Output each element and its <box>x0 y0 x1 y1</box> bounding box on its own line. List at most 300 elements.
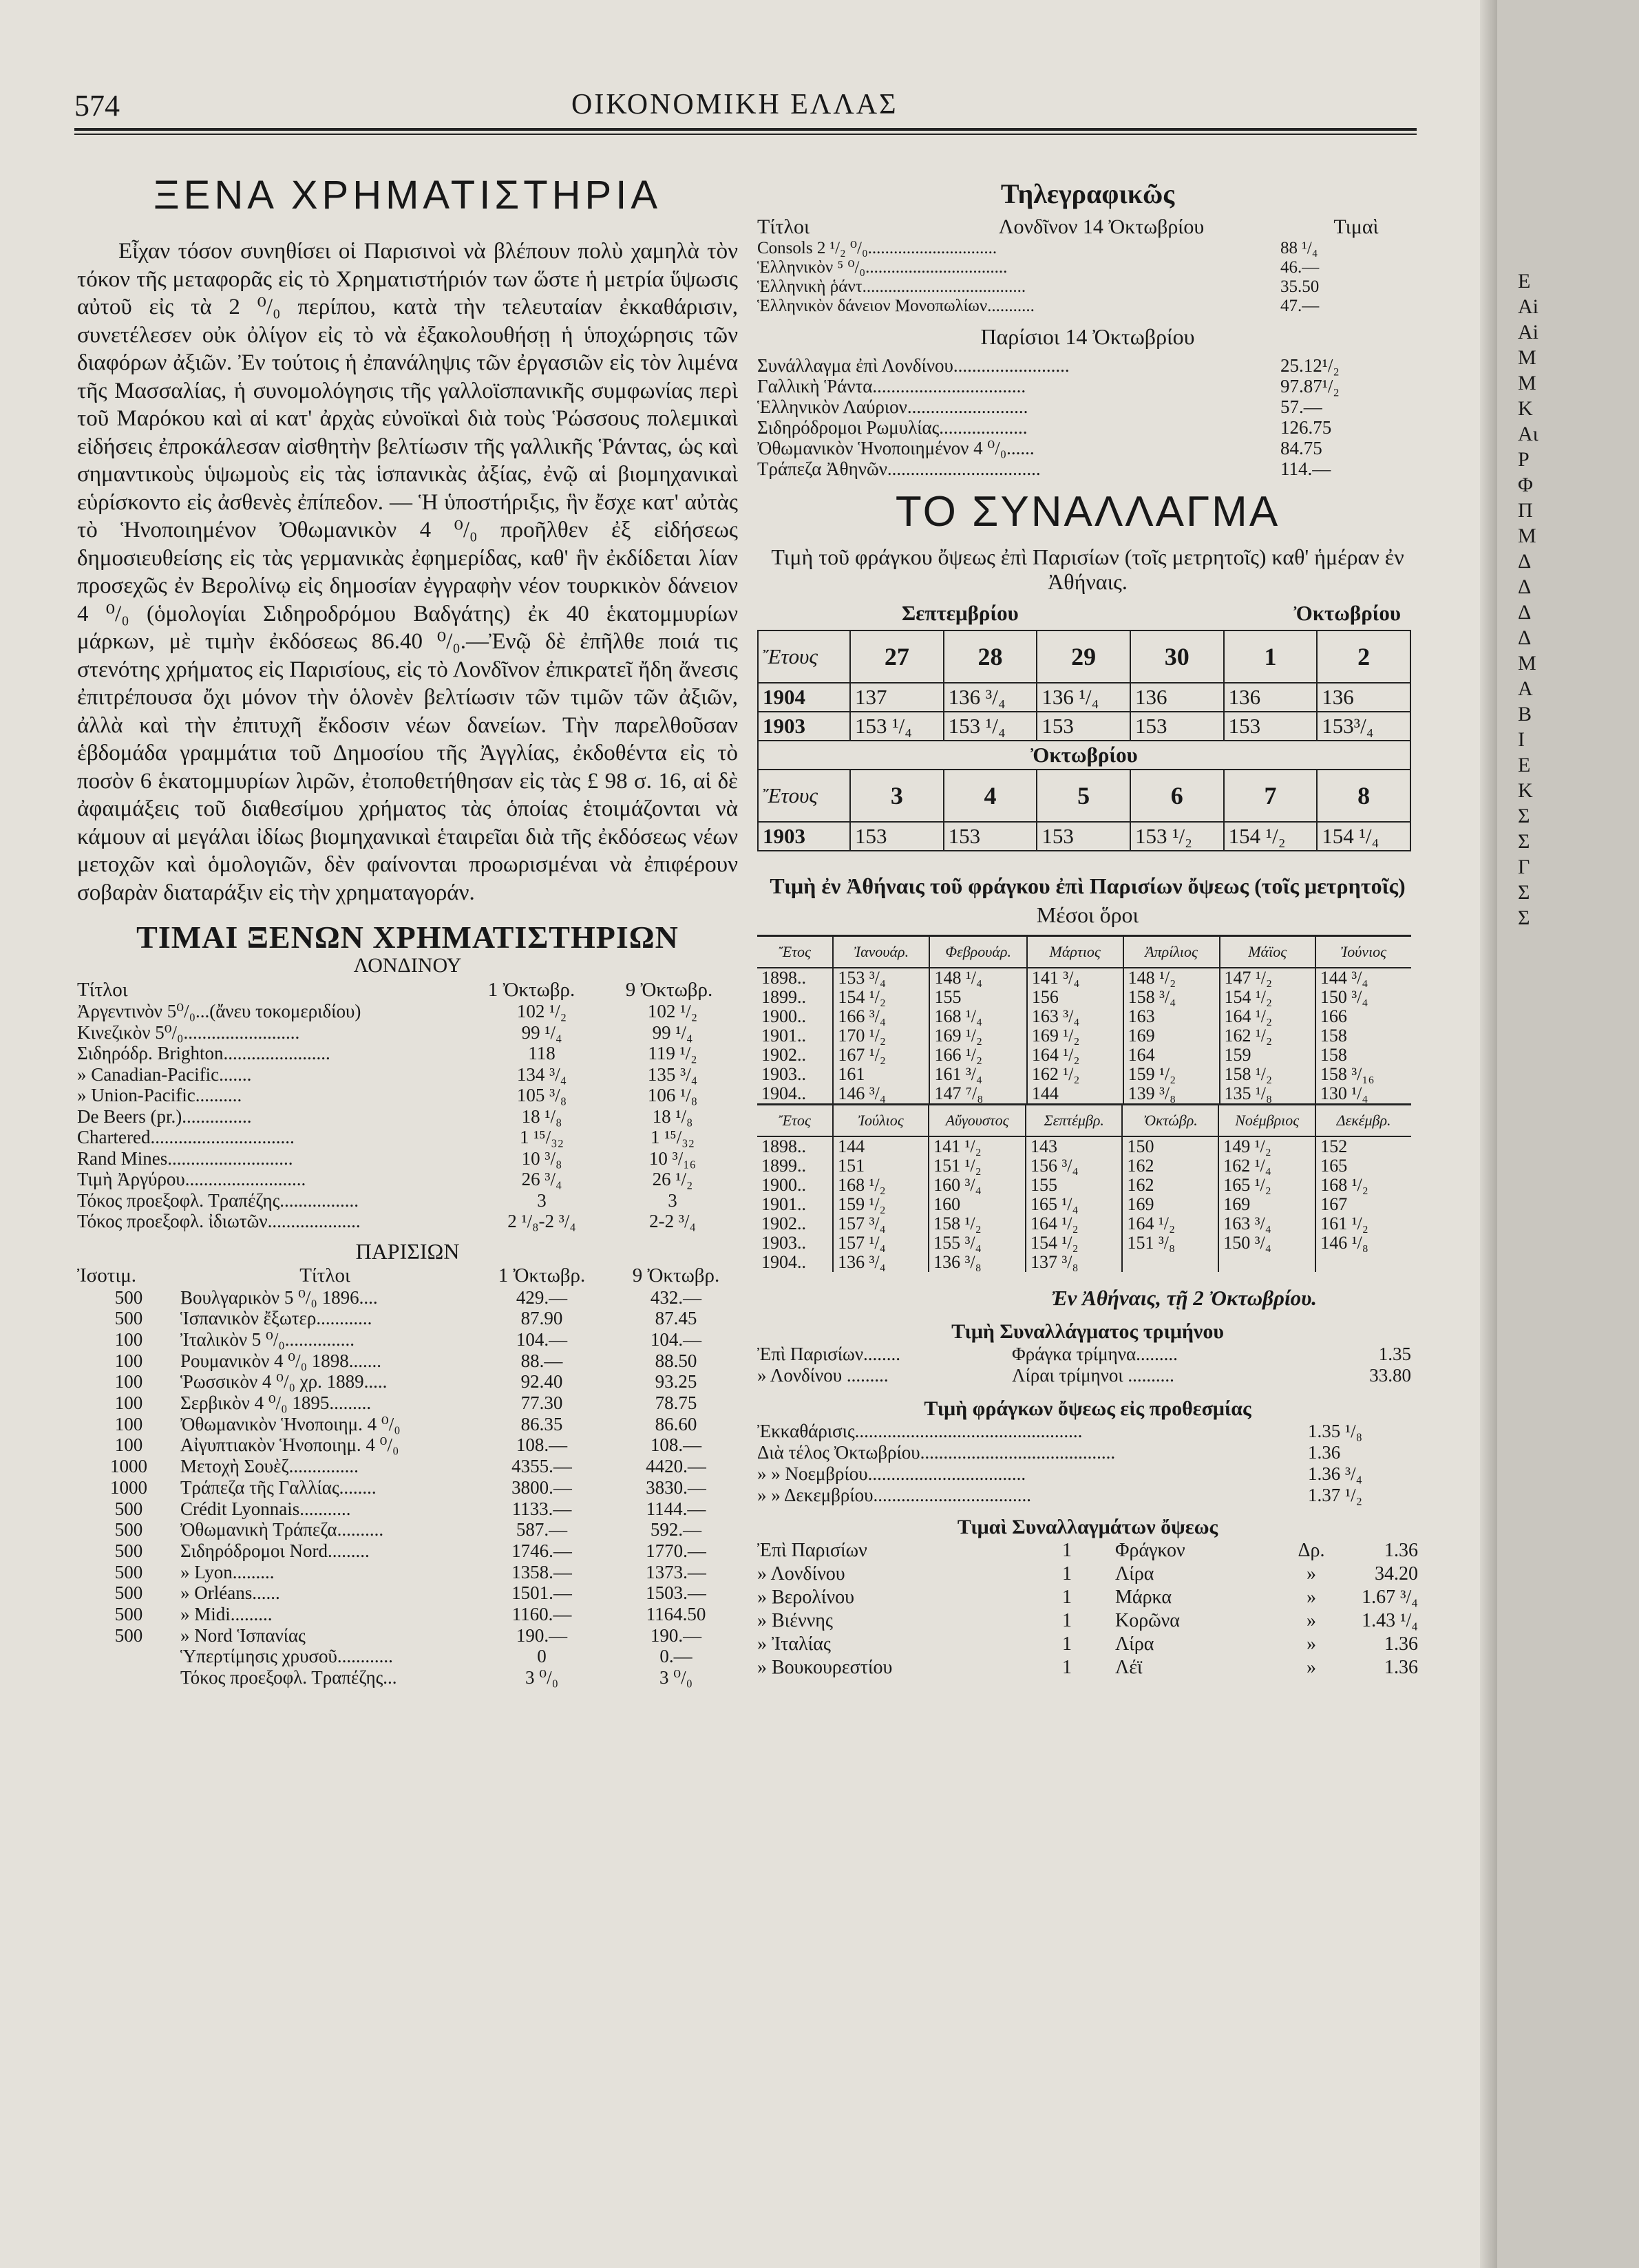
year-cell: 1904.. <box>761 1083 806 1103</box>
term-table <box>757 1421 1418 1506</box>
month-value-cell: 162 ¹/₂ <box>1220 1026 1315 1046</box>
month-value-cell: 166 ¹/₂ <box>929 1046 1026 1065</box>
paris-tel-cell: 84.75 <box>1280 438 1322 458</box>
month-value-cell: 170 ¹/₂ <box>833 1026 929 1046</box>
month-value-cell: 149 ¹/₂ <box>1218 1136 1315 1156</box>
paris-row <box>77 1625 738 1646</box>
month-value-cell: 139 ³/₈ <box>1123 1084 1220 1103</box>
monthly-row <box>757 1176 1411 1195</box>
month-header-cell: Μάρτιος <box>1027 936 1123 968</box>
term-row <box>757 1485 1418 1506</box>
rate-cell: 154 ¹/₂ <box>1224 822 1318 851</box>
paris-cell: 3830.— <box>646 1476 706 1498</box>
page-number: 574 <box>74 89 120 123</box>
edge-fragment: Μ <box>1518 372 1536 394</box>
year-cell: 1903.. <box>761 1064 806 1084</box>
london-cell: 2 ¹/₈-2 ³/₄ <box>507 1211 576 1231</box>
month-value-cell: 160 ³/₄ <box>929 1176 1026 1195</box>
year-cell: 1904.. <box>761 1252 806 1272</box>
article-body: Εἶχαν τόσον συνηθίσει οἱ Παρισινοὶ νὰ βλέπουν πολὺ χαμηλὰ τὸν τόκον τῆς μεταφορᾶς εἰς τὸ Χρηματιστήριόν των ὥστε ἡ μετρία ὕψωσις αὐτοῦ εἰς τὰ 2 ⁰/₀ περίπου, κατὰ τὴν τελευταίαν ἐκκαθάρισιν, συνετέλεσεν οὐκ ὀλίγον εἰς τὸ νὰ ἐξακολουθήσῃ ἡ ὑποχώρησις τῶν διαφόρων ἀξιῶν. Ἐν τούτοις ἡ ἐπανάληψις τῶν ἐργασιῶν εἰς τὸν λιμένα τῆς Μασσαλίας, ἡ συνομολόγησις τῆς γαλλοϊσπανικῆς συμφωνίας περὶ τοῦ Μαρόκου καὶ αἱ κατ' ἀρχὰς εὐνοϊκαὶ διὰ τοὺς Ῥώσσους πολεμικαὶ εἰδήσεις ἐπροκάλεσαν αἰσθητὴν βελτίωσιν τῆς γαλλικῆς Ῥάντας, ὡς καὶ σημαντικοὺς ὑψωμοὺς εἰς τὰς ἱσπανικὰς ἀξίας, ἐνῷ αἱ βιομηχανικαὶ εὑρίσκοντο εἰς ἀσθενὲς ἐπίπεδον. — Ἡ ὑποστήριξις, ἣν ἔσχε κατ' αὐτὰς τὸ Ἡνοποιημένον Ὀθωμανικὸν 4 ⁰/₀ προῆλθεν ἐξ εἰδήσεως δημοσιευθείσης εἰς τὰς γερμανικὰς ἐφημερίδας, καθ' ἣν ἐκδίδεται λίαν προσεχῶς ἐν Βερολίνῳ εἰς δημοσίαν ἐγγραφὴν νέον τουρκικὸν δάνειον 4 ⁰/₀ (ὁμολογίαι Σιδηροδρόμου Βαδγάτης) ἐκ 40 ἑκατομμυρίων μάρκων, μὲ τιμὴν ἐκδόσεως 86.40 ⁰/₀.—Ἐνῷ δὲ ἐπῆλθε ποιά τις στενότης χρήματος εἰς Παρισίους, εἰς τὸ Λονδῖνον ἐπικρατεῖ ἤδη ἄνεσις ἐπιτρέπουσα ὄχι μόνον τὴν ὁλονὲν βελτίωσιν τῶν τιμῶν τῶν ἀξιῶν, ἀλλὰ καὶ τὴν ἐπιτυχῆ ἔκδοσιν νέων δανείων. Τὴν παρελθοῦσαν ἑβδομάδα γραμμάτια τοῦ Δημοσίου τῆς Ἀγγλίας, ἐκδοθέντα εἰς τὸ ποσὸν 6 ἑκατομμυρίων λιρῶν, ἐτοποθετήθησαν εἰς τὰς £ 98 σ. 16, αἱ δὲ ἀφαιμάξεις τοῦ διαθεσίμου χρήματος τὰς ὁποίας ἑτοιμάζονται νὰ κάμουν αἱ μεγάλαι ἰδίως βιομηχανικαὶ ἑταιρεῖαι διὰ τῆς ἐκδόσεως νέων μετοχῶν καὶ ὁμολογιῶν, δὲν φαίνονται προωρισμέναι νὰ ἐπιφέρουν σοβαρὰν διαταράξιν εἰς τὴν χρηματαγοράν. <box>77 239 738 905</box>
rate-cell: 136 <box>1224 683 1318 712</box>
london-head-cell: Τίτλοι <box>77 979 128 1001</box>
monthly-row <box>757 968 1411 988</box>
paris-tel-cell: Ὀθωμανικὸν Ἡνοποιημένον 4 ⁰/₀...... <box>757 438 1035 458</box>
sight-cell: 1 <box>1062 1633 1072 1655</box>
edge-fragment: Ai <box>1518 295 1538 318</box>
paris-cell: Σιδηρόδρομοι Nord......... <box>180 1540 370 1561</box>
paris-cell: 3 ⁰/₀ <box>659 1667 692 1688</box>
paris-tel-row <box>757 376 1418 396</box>
year-cell: 1903 <box>758 822 850 851</box>
month-value-cell: 158 ¹/₂ <box>1220 1065 1315 1084</box>
paris-row <box>77 1371 738 1392</box>
year-cell: 1899.. <box>761 1156 806 1176</box>
paris-cell: 77.30 <box>520 1392 563 1414</box>
sight-cell: » Ἰταλίας <box>757 1633 831 1655</box>
edge-fragment: Α <box>1518 677 1533 700</box>
month-value-cell: 154 ¹/₂ <box>1026 1233 1122 1253</box>
paris-cell: 86.60 <box>655 1413 697 1434</box>
paris-cell: 87.90 <box>520 1308 563 1329</box>
month-value-cell: 164 <box>1123 1046 1220 1065</box>
paris-tel-cell: 57.— <box>1280 396 1322 417</box>
london-row <box>77 1106 738 1127</box>
paris-cell: 592.— <box>650 1519 702 1540</box>
term-row <box>757 1421 1418 1442</box>
day-cell: 7 <box>1224 770 1318 822</box>
exchange-title: ΤΟ ΣΥΝΑΛΛΑΓΜΑ <box>895 488 1280 536</box>
daily-row <box>758 712 1410 741</box>
paris-cell: Μετοχὴ Σουὲζ............... <box>180 1456 359 1477</box>
london-cell: Κινεζικὸν 5⁰/₀......................... <box>77 1021 300 1043</box>
daily-row <box>758 822 1410 851</box>
month-value-cell: 165 ¹/₂ <box>1218 1176 1315 1195</box>
sight-cell: 1.67 ³/₄ <box>1362 1587 1418 1608</box>
paris-cell: Τόκος προεξοφλ. Τραπέζης... <box>180 1667 397 1688</box>
paris-cell <box>77 1667 180 1688</box>
paris-cell: 500 <box>114 1498 143 1519</box>
paris-cell: 500 <box>114 1582 143 1604</box>
edge-fragment: Δ <box>1518 575 1532 598</box>
monthly-row <box>757 1156 1411 1176</box>
month-value-cell: 158 ³/₁₆ <box>1315 1065 1411 1084</box>
paris-row <box>77 1350 738 1372</box>
paris-cell: 93.25 <box>655 1371 697 1392</box>
sight-cell: » <box>1307 1587 1316 1608</box>
month-value-cell: 161 ³/₄ <box>929 1065 1026 1084</box>
paris-cell: 100 <box>114 1434 143 1456</box>
london-title: ΛΟΝΔΙΝΟΥ <box>353 954 462 977</box>
month-value-cell: 141 ¹/₂ <box>929 1136 1026 1156</box>
paris-head-cell: Ἰσοτιμ. <box>77 1264 137 1286</box>
day-cell: 8 <box>1317 770 1410 822</box>
month-value-cell: 146 ¹/₈ <box>1315 1233 1411 1253</box>
paris-cell: 100 <box>114 1328 143 1350</box>
three-month-cell: Ἐπὶ Παρισίων........ <box>757 1344 901 1364</box>
month-value-cell: 158 ¹/₂ <box>929 1214 1026 1233</box>
month-value-cell: 157 ¹/₄ <box>833 1233 929 1253</box>
telegraph-title: Τηλεγραφικῶς <box>1000 178 1175 209</box>
monthly-row <box>757 1214 1411 1233</box>
paris-cell: 500 <box>114 1561 143 1582</box>
paris-cell: 500 <box>114 1519 143 1540</box>
paris-cell <box>77 1646 180 1667</box>
sight-cell: Λέϊ <box>1115 1657 1143 1678</box>
paris-tel-cell: Τράπεζα Ἀθηνῶν................................. <box>757 458 1041 479</box>
term-cell: 1.36 ³/₄ <box>1308 1463 1363 1484</box>
year-cell: 1901.. <box>761 1026 806 1046</box>
sight-cell: 1.36 <box>1384 1540 1418 1561</box>
paris-tel-row <box>757 396 1418 417</box>
month-value-cell: 156 ³/₄ <box>1026 1156 1122 1176</box>
sight-cell: Κορῶνα <box>1115 1610 1180 1631</box>
london-tel-row <box>757 258 1418 277</box>
three-month-cell: Φράγκα τρίμηνα......... <box>1012 1344 1178 1364</box>
paris-cell: Crédit Lyonnais........... <box>180 1498 351 1519</box>
london-row <box>77 1043 738 1064</box>
month-value-cell: 166 <box>1315 1007 1411 1026</box>
london-cell: 99 ¹/₄ <box>521 1021 562 1043</box>
month-value-cell: 164 ¹/₂ <box>1026 1214 1122 1233</box>
paris-cell: » Nord Ἱσπανίας <box>180 1624 306 1646</box>
month-value-cell: 143 <box>1026 1136 1122 1156</box>
paris-cell: » Midi......... <box>180 1604 273 1625</box>
term-cell: » » Νοεμβρίου.................................. <box>757 1463 1026 1484</box>
paris-cell: Ῥωσσικὸν 4 ⁰/₀ χρ. 1889..... <box>180 1371 388 1392</box>
month-value-cell: 162 <box>1122 1176 1218 1195</box>
sight-cell: 1.36 <box>1384 1633 1418 1655</box>
sight-cell: » <box>1307 1657 1316 1678</box>
london-cell: Τόκος προεξοφλ. ἰδιωτῶν.................... <box>77 1211 361 1231</box>
day-cell: 3 <box>850 770 944 822</box>
month-header-cell: Ἔτος <box>757 1105 833 1137</box>
rate-cell: 153 <box>1037 712 1130 741</box>
right-column <box>757 178 1418 1679</box>
term-cell: » » Δεκεμβρίου.................................. <box>757 1485 1031 1505</box>
paris-cell: Ἰταλικὸν 5 ⁰/₀............... <box>180 1328 355 1350</box>
month-value-cell: 146 ³/₄ <box>833 1084 929 1103</box>
day-cell: 30 <box>1130 630 1224 683</box>
sight-row <box>757 1586 1418 1609</box>
london-cell: Chartered............................... <box>77 1127 295 1147</box>
london-cell: 10 ³/₁₆ <box>648 1147 697 1169</box>
paris-cell: 1358.— <box>511 1561 572 1582</box>
edge-fragment: Σ <box>1518 881 1530 904</box>
sight-cell: » Βερολίνου <box>757 1587 855 1608</box>
year-cell: 1903 <box>758 712 850 741</box>
header-rule <box>74 128 1417 131</box>
london-head-row <box>77 979 738 1001</box>
rate-cell: 153 ¹/₂ <box>1130 822 1224 851</box>
london-cell: Ἀργεντινὸν 5⁰/₀...(ἄνευ τοκομεριδίου) <box>77 1001 361 1021</box>
london-cell: » Union-Pacific.......... <box>77 1085 242 1105</box>
rate-cell: 137 <box>850 683 944 712</box>
london-tel-cell: Ἑλληνικὸν δάνειον Μονοπωλίων........... <box>757 297 1035 315</box>
day-cell: 4 <box>944 770 1037 822</box>
paris-row <box>77 1434 738 1456</box>
term-row <box>757 1442 1418 1463</box>
london-row <box>77 1001 738 1022</box>
sight-cell: Λίρα <box>1115 1563 1154 1585</box>
month-value-cell: 147 ¹/₂ <box>1220 968 1315 988</box>
monthly-row <box>757 1195 1411 1214</box>
monthly-title: Τιμὴ ἐν Ἀθήναις τοῦ φράγκου ἐπὶ Παρισίων ὄψεως (τοῖς μετρητοῖς) <box>770 873 1406 898</box>
london-row <box>77 1022 738 1043</box>
paris-cell: 1503.— <box>646 1582 706 1604</box>
london-tel-cell: Ἑλληνικὴ ῥάντ...................................... <box>757 277 1026 296</box>
london-cell: 18 ¹/₈ <box>521 1105 562 1127</box>
london-tel-head-cell: Τίτλοι <box>757 215 810 238</box>
day-cell: 5 <box>1037 770 1130 822</box>
month-value-cell: 150 ³/₄ <box>1315 988 1411 1007</box>
paris-cell: 1160.— <box>511 1604 572 1625</box>
paris-row <box>77 1582 738 1604</box>
london-cell: De Beers (pr.)............... <box>77 1105 252 1127</box>
rate-cell: 153 ¹/₄ <box>944 712 1037 741</box>
term-cell: Διὰ τέλος Ὀκτωβρίου.......................................... <box>757 1442 1116 1463</box>
london-row <box>77 1148 738 1169</box>
month-value-cell: 162 <box>1122 1156 1218 1176</box>
paris-cell: 104.— <box>516 1328 568 1350</box>
year-cell: 1901.. <box>761 1194 806 1214</box>
edge-fragment: Ε <box>1518 754 1531 776</box>
london-tel-cell: Consols 2 ¹/₂ ⁰/₀.............................. <box>757 239 997 257</box>
paris-cell: 3800.— <box>511 1476 572 1498</box>
month-value-cell: 144 <box>833 1136 929 1156</box>
sight-title: Τιμαὶ Συναλλαγμάτων ὄψεως <box>957 1516 1218 1538</box>
paris-cell: Σερβικὸν 4 ⁰/₀ 1895......... <box>180 1392 372 1414</box>
month-header-cell: Ἔτος <box>757 936 833 968</box>
year-cell: 1898.. <box>761 968 806 988</box>
sight-cell: 1 <box>1062 1610 1072 1631</box>
paris-cell: 3 ⁰/₀ <box>525 1667 558 1688</box>
sight-cell: Λίρα <box>1115 1633 1154 1655</box>
october-label: Ὀκτωβρίου <box>1293 601 1401 625</box>
month-value-cell: 169 <box>1122 1195 1218 1214</box>
paris-row <box>77 1477 738 1498</box>
edge-fragment: Κ <box>1518 779 1533 802</box>
rate-cell: 153 <box>1037 822 1130 851</box>
month-value-cell: 141 ³/₄ <box>1027 968 1123 988</box>
month-value-cell: 150 <box>1122 1136 1218 1156</box>
three-month-row <box>757 1365 1418 1386</box>
sight-row <box>757 1656 1418 1679</box>
three-month-cell: 33.80 <box>1369 1365 1411 1386</box>
sight-row <box>757 1609 1418 1633</box>
london-cell: 135 ³/₄ <box>647 1063 698 1085</box>
london-cell: 10 ³/₈ <box>521 1147 562 1169</box>
month-value-cell: 147 ⁷/₈ <box>929 1084 1026 1103</box>
rate-cell: 153³/₄ <box>1317 712 1410 741</box>
sight-table <box>757 1539 1418 1679</box>
three-month-row <box>757 1344 1418 1365</box>
london-row <box>77 1211 738 1232</box>
edge-fragment: Β <box>1518 703 1532 725</box>
edge-fragment: Ε <box>1518 270 1531 293</box>
sight-cell: Φράγκον <box>1115 1540 1185 1561</box>
rate-cell: 153 <box>1224 712 1318 741</box>
london-cell: » Canadian-Pacific....... <box>77 1063 252 1085</box>
year-cell: 1900.. <box>761 1006 806 1026</box>
sight-cell: 1.36 <box>1384 1657 1418 1678</box>
paris-cell: 4355.— <box>511 1456 572 1477</box>
month-value-cell: 166 ³/₄ <box>833 1007 929 1026</box>
daily-row <box>758 683 1410 712</box>
month-value-cell: 136 ³/₈ <box>929 1253 1026 1272</box>
paris-tel-cell: 114.— <box>1280 458 1331 479</box>
edge-fragment: Δ <box>1518 626 1532 649</box>
month-value-cell: 168 ¹/₄ <box>929 1007 1026 1026</box>
paris-cell: 432.— <box>650 1286 702 1308</box>
term-cell: Ἐκκαθάρισις................................................. <box>757 1421 1083 1441</box>
daily-exchange-table <box>757 630 1418 851</box>
month-value-cell: 155 ³/₄ <box>929 1233 1026 1253</box>
paris-cell: 1000 <box>110 1456 147 1477</box>
paris-cell: » Orléans...... <box>180 1582 280 1604</box>
london-tel-cell: 47.— <box>1280 297 1320 315</box>
paris-head-row <box>77 1264 738 1287</box>
london-cell: 18 ¹/₈ <box>652 1105 693 1127</box>
month-value-cell: 135 ¹/₈ <box>1220 1084 1315 1103</box>
day-cell: 2 <box>1317 630 1410 683</box>
edge-fragment: Φ <box>1518 474 1533 496</box>
paris-cell: 88.— <box>520 1350 563 1371</box>
term-title: Τιμὴ φράγκων ὄψεως εἰς προθεσμίας <box>924 1397 1251 1420</box>
month-value-cell: 163 ³/₄ <box>1027 1007 1123 1026</box>
london-row <box>77 1085 738 1106</box>
paris-cell: 104.— <box>650 1328 702 1350</box>
paris-tel-cell: 97.87¹/₂ <box>1280 376 1340 396</box>
rate-cell: 136 <box>1130 683 1224 712</box>
london-cell: 118 <box>528 1043 556 1063</box>
edge-fragment: Ai <box>1518 321 1538 343</box>
daily-table-grid <box>757 630 1411 851</box>
sight-cell: 1 <box>1062 1540 1072 1561</box>
monthly-row <box>757 1026 1411 1046</box>
month-value-cell: 137 ³/₈ <box>1026 1253 1122 1272</box>
paris-cell: 1746.— <box>511 1540 572 1561</box>
paris-cell: 500 <box>114 1286 143 1308</box>
paris-prices-table <box>77 1264 738 1688</box>
paris-cell: 4420.— <box>646 1456 706 1477</box>
edge-fragment: Σ <box>1518 907 1530 929</box>
month-value-cell: 163 <box>1123 1007 1220 1026</box>
month-header-cell: Νοέμβριος <box>1218 1105 1315 1137</box>
paris-tel-row <box>757 438 1418 458</box>
paris-tel-cell: 126.75 <box>1280 417 1332 438</box>
monthly-grid <box>757 1103 1411 1272</box>
month-value-cell: 169 ¹/₂ <box>929 1026 1026 1046</box>
sight-cell: » <box>1307 1563 1316 1585</box>
london-cell: 99 ¹/₄ <box>652 1021 693 1043</box>
rate-cell: 153 <box>1130 712 1224 741</box>
exchange-subtitle: Τιμὴ τοῦ φράγκου ὄψεως ἐπὶ Παρισίων (τοῖς μετρητοῖς) καθ' ἡμέραν ἐν Ἀθήναις. <box>771 544 1404 594</box>
month-value-cell: 144 ³/₄ <box>1315 968 1411 988</box>
three-month-table <box>757 1344 1418 1386</box>
day-cell: 28 <box>944 630 1037 683</box>
month-header-cell: Ἰούνιος <box>1315 936 1411 968</box>
paris-cell: Ἱσπανικὸν ἔξωτερ............ <box>180 1308 372 1329</box>
month-value-cell: 161 ¹/₂ <box>1315 1214 1411 1233</box>
month-header-cell: Ἰανουάρ. <box>833 936 929 968</box>
monthly-head-row <box>757 1105 1411 1137</box>
term-cell: 1.35 ¹/₈ <box>1308 1421 1363 1441</box>
sight-cell: » <box>1307 1633 1316 1655</box>
paris-cell: 1164.50 <box>646 1604 706 1625</box>
month-value-cell: 148 ¹/₄ <box>929 968 1026 988</box>
london-row <box>77 1127 738 1148</box>
paris-cell: 108.— <box>650 1434 702 1456</box>
year-cell: 1903.. <box>761 1233 806 1253</box>
paris-row <box>77 1414 738 1435</box>
month-value-cell: 168 ¹/₂ <box>1315 1176 1411 1195</box>
month-value-cell: 136 ³/₄ <box>833 1253 929 1272</box>
paris-head-cell: Τίτλοι <box>299 1264 350 1286</box>
paris-row <box>77 1667 738 1688</box>
monthly-row <box>757 1007 1411 1026</box>
month-value-cell: 158 <box>1315 1046 1411 1065</box>
sight-cell: » Βουκουρεστίου <box>757 1657 893 1678</box>
rate-cell: 136 <box>1317 683 1410 712</box>
monthly-row <box>757 1065 1411 1084</box>
london-prices-table <box>77 979 738 1232</box>
london-cell: 105 ³/₈ <box>516 1085 567 1105</box>
london-row <box>77 1064 738 1085</box>
month-value-cell: 167 <box>1315 1195 1411 1214</box>
edge-fragment: Μ <box>1518 652 1536 675</box>
month-value-cell: 164 ¹/₂ <box>1027 1046 1123 1065</box>
paris-row <box>77 1519 738 1540</box>
paris-cell: 100 <box>114 1350 143 1371</box>
paris-cell: 500 <box>114 1540 143 1561</box>
month-value-cell: 154 ¹/₂ <box>1220 988 1315 1007</box>
three-month-cell: Λίραι τρίμηνοι .......... <box>1012 1365 1174 1386</box>
paris-row <box>77 1392 738 1414</box>
paris-cell: 500 <box>114 1308 143 1329</box>
sight-cell: 1 <box>1062 1563 1072 1585</box>
month-value-cell: 169 ¹/₂ <box>1027 1026 1123 1046</box>
paris-cell: 108.— <box>516 1434 568 1456</box>
monthly-row <box>757 988 1411 1007</box>
year-cell: 1904 <box>758 683 850 712</box>
month-value-cell: 152 <box>1315 1136 1411 1156</box>
day-cell: 6 <box>1130 770 1224 822</box>
paris-cell: 87.45 <box>655 1308 697 1329</box>
three-month-cell: 1.35 <box>1378 1344 1411 1364</box>
monthly-grid <box>757 935 1411 1103</box>
paris-cell: 190.— <box>516 1624 568 1646</box>
paris-cell: 0.— <box>659 1646 692 1667</box>
paris-row <box>77 1562 738 1583</box>
article-title: ΞΕΝΑ ΧΡΗΜΑΤΙΣΤΗΡΙΑ <box>153 173 662 218</box>
daily-head-row <box>758 770 1410 822</box>
paris-cell: Ὀθωμανικὴ Τράπεζα.......... <box>180 1519 384 1540</box>
london-cell: Τιμὴ Ἀργύρου.......................... <box>77 1169 306 1189</box>
london-cell: Τόκος προεξοφλ. Τραπέζης................. <box>77 1189 359 1211</box>
paris-cell: 100 <box>114 1413 143 1434</box>
month-value-cell: 158 ³/₄ <box>1123 988 1220 1007</box>
october-divider-row <box>758 741 1410 770</box>
london-cell: 119 ¹/₂ <box>648 1043 697 1063</box>
month-value-cell <box>1122 1253 1218 1272</box>
london-tel-cell: 46.— <box>1280 258 1320 277</box>
month-value-cell: 151 ³/₈ <box>1122 1233 1218 1253</box>
paris-cell: 88.50 <box>655 1350 697 1371</box>
paris-row <box>77 1646 738 1667</box>
edge-fragment: Ι <box>1518 728 1525 751</box>
london-tel-row <box>757 239 1418 258</box>
next-page-edge <box>1497 0 1639 2268</box>
